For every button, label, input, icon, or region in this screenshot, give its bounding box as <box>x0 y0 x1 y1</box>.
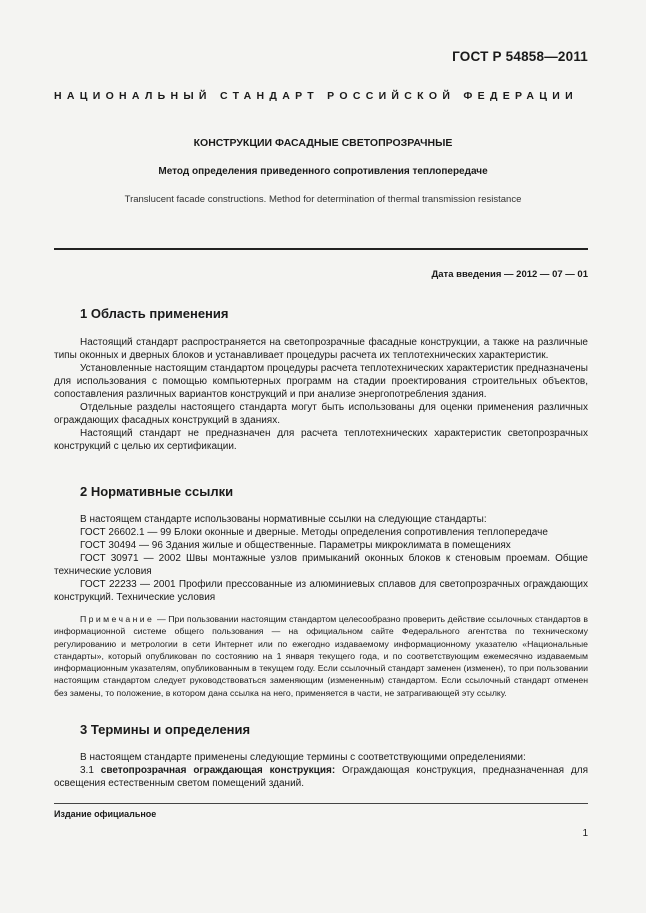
term-definition <box>54 764 588 790</box>
standard-title: КОНСТРУКЦИИ ФАСАДНЫЕ СВЕТОПРОЗРАЧНЫЕ <box>193 137 453 149</box>
page-number: 1 <box>582 828 588 839</box>
title-divider <box>54 248 588 250</box>
national-standard-banner: НАЦИОНАЛЬНЫЙ СТАНДАРТ РОССИЙСКОЙ ФЕДЕРАЦИИ <box>54 90 578 102</box>
paragraph: Отдельные разделы настоящего стандарта могут быть использованы для оценки применения различных ограждающих фасадных конструкций в зданиях. <box>54 402 588 426</box>
reference-item: ГОСТ 30971 — 2002 Швы монтажные узлов примыканий оконных блоков к стеновым проемам. Общие технические условия <box>54 553 588 577</box>
reference-item: ГОСТ 22233 — 2001 Профили прессованные из алюминиевых сплавов для светопрозрачных ограждающих конструкций. Технические условия <box>54 579 588 603</box>
standard-english-title: Translucent facade constructions. Method for determination of thermal transmission resistance <box>124 194 522 205</box>
reference-item: ГОСТ 26602.1 — 99 Блоки оконные и дверные. Методы определения сопротивления теплопередаче <box>80 527 548 538</box>
section-3-body <box>54 751 588 790</box>
paragraph: Установленные настоящим стандартом процедуры расчета теплотехнических характеристик предназначены для использования с помощью компьютерных программ на стадии проектирования строительных объектов, сопоставления различных вариантов конструкций и при анализе энергопотребления здания. <box>54 363 588 400</box>
section-2-heading: 2 Нормативные ссылки <box>80 484 234 499</box>
note-text: — При пользовании настоящим стандартом целесообразно проверить действие ссылочных стандартов в информационной системе общего пользования — на официальном сайте Федерального агентства по техническому регулированию и метрологии в сети Интернет или по ежегодно издаваемому информационному указателю «Национальные стандарты», который опубликован по состоянию на 1 января текущего года, и по соответствующим ежемесячно издаваемым информационным указателям, опубликованным в текущем году. Если ссылочный стандарт заменен (изменен), то при пользовании настоящим стандартом следует руководствоваться заменяющим (измененным) стандартом. Если ссылочный стандарт отменен без замены, то положение, в котором дана ссылка на него, применяется в части, не затрагивающей эту ссылку. <box>54 614 588 698</box>
gost-code: ГОСТ Р 54858—2011 <box>452 49 588 64</box>
intro-date: Дата введения — 2012 — 07 — 01 <box>431 269 588 280</box>
section-1-body <box>54 336 588 453</box>
definition: Ограждающая конструкция, предназначенная для освещения естественным светом помещений зданий. <box>54 765 588 789</box>
edition-label: Издание официальное <box>54 809 157 819</box>
paragraph: Настоящий стандарт распространяется на светопрозрачные фасадные конструкции, а также на различные типы оконных и дверных блоков и устанавливает процедуры расчета их теплотехнических характеристик. <box>54 337 588 361</box>
paragraph: В настоящем стандарте применены следующие термины с соответствующими определениями: <box>80 752 526 763</box>
section-2-body <box>54 513 588 604</box>
paragraph: Настоящий стандарт не предназначен для расчета теплотехнических характеристик светопрозрачных конструкций с целью их сертификации. <box>54 428 588 452</box>
term: светопрозрачная ограждающая конструкция: <box>100 765 336 776</box>
note-label: Примечание <box>80 614 155 624</box>
section-3-heading: 3 Термины и определения <box>80 722 251 737</box>
footer-divider <box>54 803 588 804</box>
paragraph: В настоящем стандарте использованы нормативные ссылки на следующие стандарты: <box>80 514 487 525</box>
section-1-heading: 1 Область применения <box>80 306 229 321</box>
note-paragraph <box>54 613 588 699</box>
reference-item: ГОСТ 30494 — 96 Здания жилые и общественные. Параметры микроклимата в помещениях <box>80 540 511 551</box>
section-2-note <box>54 613 588 699</box>
standard-subtitle: Метод определения приведенного сопротивления теплопередаче <box>158 166 488 177</box>
term-number: 3.1 <box>80 765 101 776</box>
